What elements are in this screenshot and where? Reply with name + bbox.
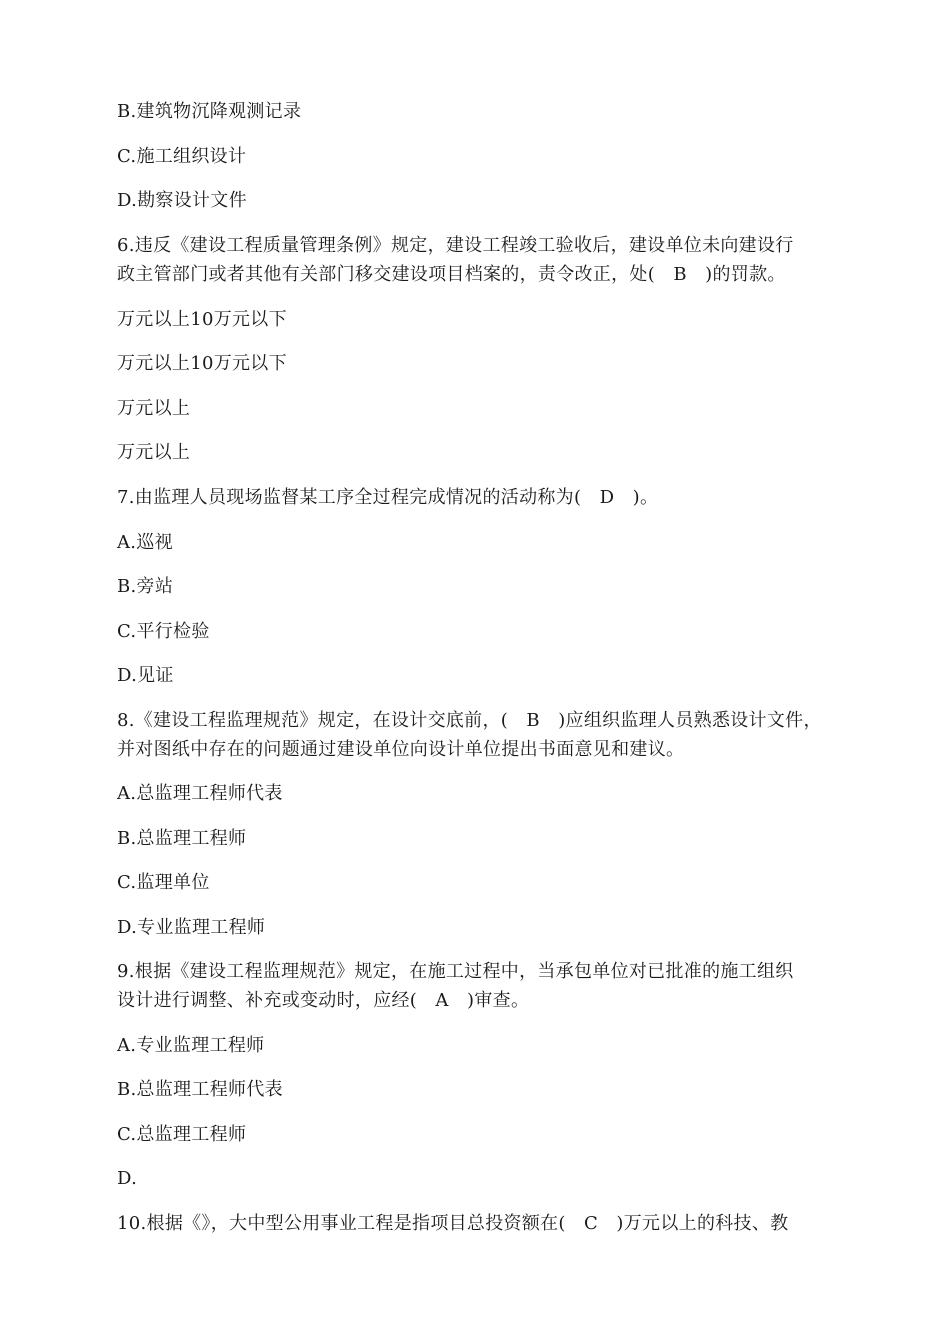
option-7d: D.见证 — [117, 665, 174, 686]
option-8d: D.专业监理工程师 — [117, 917, 266, 938]
option-9c: C.总监理工程师 — [117, 1124, 247, 1145]
option-9a: A.专业监理工程师 — [117, 1035, 265, 1056]
question-8-line-1: 8.《建设工程监理规范》规定，在设计交底前，( B )应组织监理人员熟悉设计文件， — [117, 710, 822, 731]
option-6-4: 万元以上 — [117, 442, 191, 463]
option-7a: A.巡视 — [117, 532, 173, 553]
option-6-1: 万元以上10万元以下 — [117, 309, 287, 330]
option-9b: B.总监理工程师代表 — [117, 1079, 283, 1100]
question-6-line-1: 6.违反《建设工程质量管理条例》规定，建设工程竣工验收后，建设单位未向建设行 — [117, 235, 794, 256]
option-5d: D.勘察设计文件 — [117, 190, 247, 211]
option-7b: B.旁站 — [117, 576, 174, 597]
question-10-line-1: 10.根据《》，大中型公用事业工程是指项目总投资额在( C )万元以上的科技、教 — [117, 1213, 789, 1234]
question-8-line-2: 并对图纸中存在的问题通过建设单位向设计单位提出书面意见和建议。 — [117, 739, 685, 760]
question-6-line-2: 政主管部门或者其他有关部门移交建设项目档案的，责令改正，处( B )的罚款。 — [117, 264, 786, 285]
option-8c: C.监理单位 — [117, 872, 210, 893]
option-8b: B.总监理工程师 — [117, 828, 247, 849]
option-8a: A.总监理工程师代表 — [117, 783, 283, 804]
option-6-3: 万元以上 — [117, 398, 191, 419]
option-9d: D. — [117, 1168, 138, 1189]
question-7: 7.由监理人员现场监督某工序全过程完成情况的活动称为( D )。 — [117, 487, 659, 508]
question-9-line-2: 设计进行调整、补充或变动时，应经( A )审查。 — [117, 990, 530, 1011]
option-6-2: 万元以上10万元以下 — [117, 353, 287, 374]
option-7c: C.平行检验 — [117, 621, 210, 642]
question-9-line-1: 9.根据《建设工程监理规范》规定，在施工过程中，当承包单位对已批准的施工组织 — [117, 961, 794, 982]
option-5b: B.建筑物沉降观测记录 — [117, 101, 302, 122]
option-5c: C.施工组织设计 — [117, 146, 247, 167]
